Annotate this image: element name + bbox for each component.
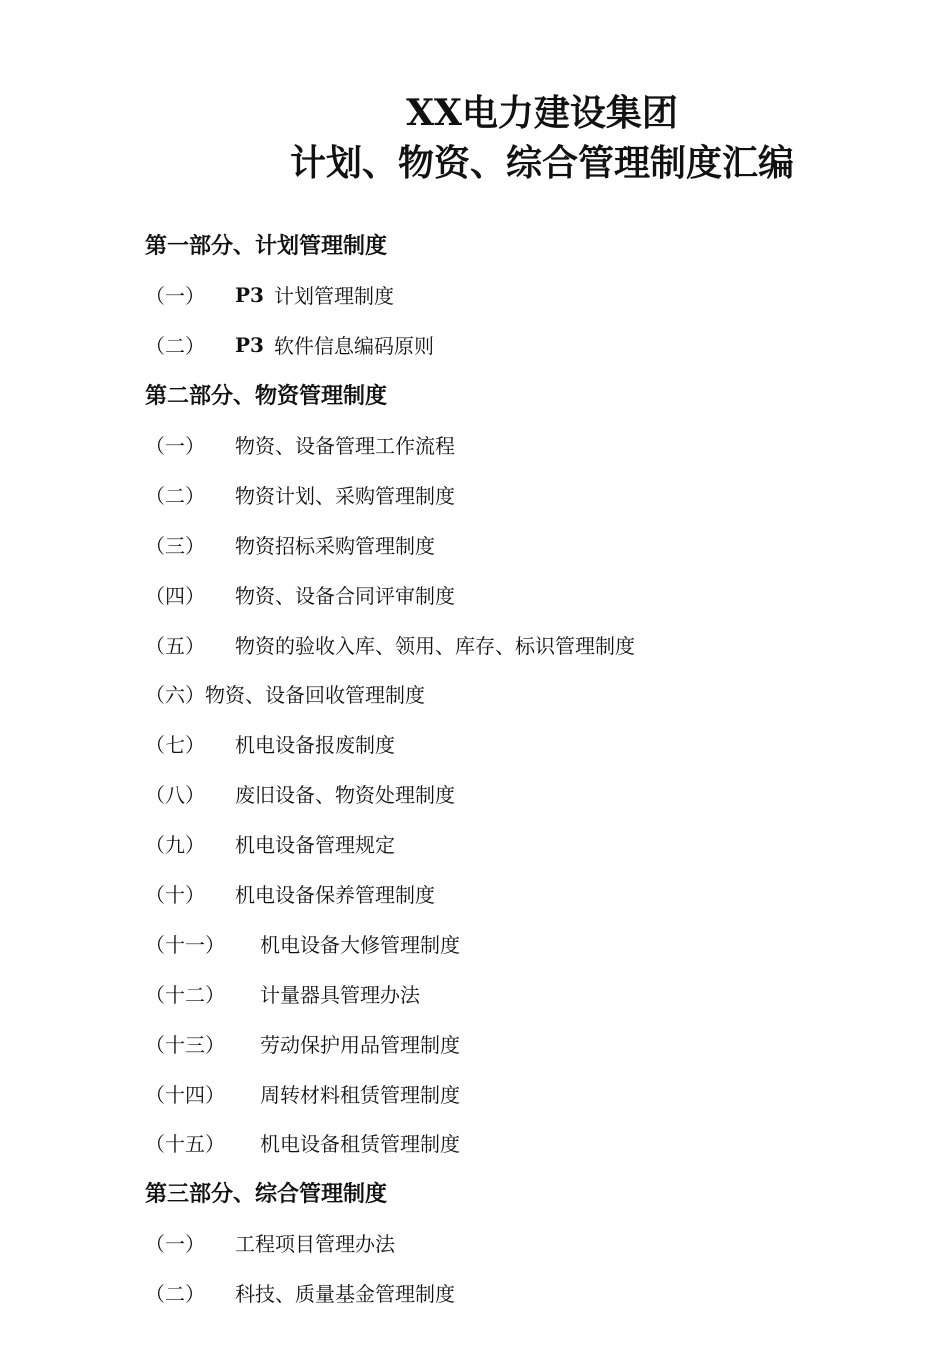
item-title: 计量器具管理办法 — [260, 982, 420, 1007]
toc-item — [145, 469, 905, 519]
item-number: （二） — [145, 1282, 205, 1307]
item-title: 机电设备大修管理制度 — [260, 932, 460, 957]
toc-item — [145, 1118, 905, 1168]
item-number: （一） — [145, 284, 205, 309]
item-number: （十三） — [145, 1032, 225, 1057]
item-code: P3 — [235, 282, 264, 307]
item-number: （十四） — [145, 1082, 225, 1107]
toc-item — [145, 420, 905, 470]
item-title: 物资计划、采购管理制度 — [235, 483, 455, 508]
toc-item — [145, 1268, 905, 1318]
item-number: （十） — [145, 883, 205, 908]
document-title-line-2: 计划、物资、综合管理制度汇编 — [289, 142, 794, 184]
part-heading-general: 第三部分、综合管理制度 — [145, 1181, 388, 1208]
item-number: （七） — [145, 733, 205, 758]
item-number: （十一） — [145, 932, 225, 957]
item-number: （十二） — [145, 982, 225, 1007]
toc-item — [145, 1218, 905, 1268]
item-number: （一） — [145, 1232, 205, 1257]
toc-item — [145, 719, 905, 769]
item-title: 劳动保护用品管理制度 — [260, 1032, 460, 1057]
table-of-contents — [145, 220, 905, 1318]
toc-item — [145, 619, 905, 669]
toc-item — [145, 918, 905, 968]
part-heading-materials: 第二部分、物资管理制度 — [145, 383, 388, 410]
toc-item — [145, 769, 905, 819]
item-title: 物资、设备合同评审制度 — [235, 583, 455, 608]
document-title-line-1: XX电力建设集团 — [406, 92, 678, 134]
toc-item — [145, 270, 905, 320]
item-title: 机电设备管理规定 — [235, 833, 395, 858]
toc-item — [145, 869, 905, 919]
item-title: 周转材料租赁管理制度 — [260, 1082, 460, 1107]
item-number: （五） — [145, 633, 205, 658]
item-title: 物资、设备管理工作流程 — [235, 434, 455, 458]
item-title: 机电设备租赁管理制度 — [260, 1132, 460, 1157]
item-title: 物资招标采购管理制度 — [235, 533, 435, 558]
item-title: 计划管理制度 — [273, 284, 394, 309]
item-title: 工程项目管理办法 — [235, 1232, 395, 1257]
item-title: 机电设备保养管理制度 — [235, 883, 435, 908]
item-number: （九） — [145, 833, 205, 858]
toc-item — [145, 569, 905, 619]
item-number: （四） — [145, 583, 205, 608]
toc-item — [145, 320, 905, 370]
item-title: 物资、设备回收管理制度 — [205, 683, 425, 708]
item-title: 软件信息编码原则 — [273, 334, 434, 359]
item-code: P3 — [235, 332, 264, 357]
item-number: （十五） — [145, 1132, 225, 1157]
toc-item — [145, 519, 905, 569]
item-number: （八） — [145, 783, 205, 808]
item-title: 废旧设备、物资处理制度 — [235, 783, 455, 808]
toc-item — [145, 819, 905, 869]
item-title: 机电设备报废制度 — [235, 733, 395, 758]
item-number: （三） — [145, 533, 205, 558]
toc-item — [145, 1068, 905, 1118]
item-number: （二） — [145, 483, 205, 508]
toc-item — [145, 1018, 905, 1068]
toc-item — [145, 669, 905, 719]
item-title: 物资的验收入库、领用、库存、标识管理制度 — [235, 633, 635, 658]
toc-item — [145, 968, 905, 1018]
item-number: （一） — [145, 434, 205, 458]
item-number: （六） — [145, 683, 205, 708]
item-number: （二） — [145, 334, 205, 359]
item-title: 科技、质量基金管理制度 — [235, 1282, 455, 1307]
part-heading-planning: 第一部分、计划管理制度 — [145, 233, 388, 260]
